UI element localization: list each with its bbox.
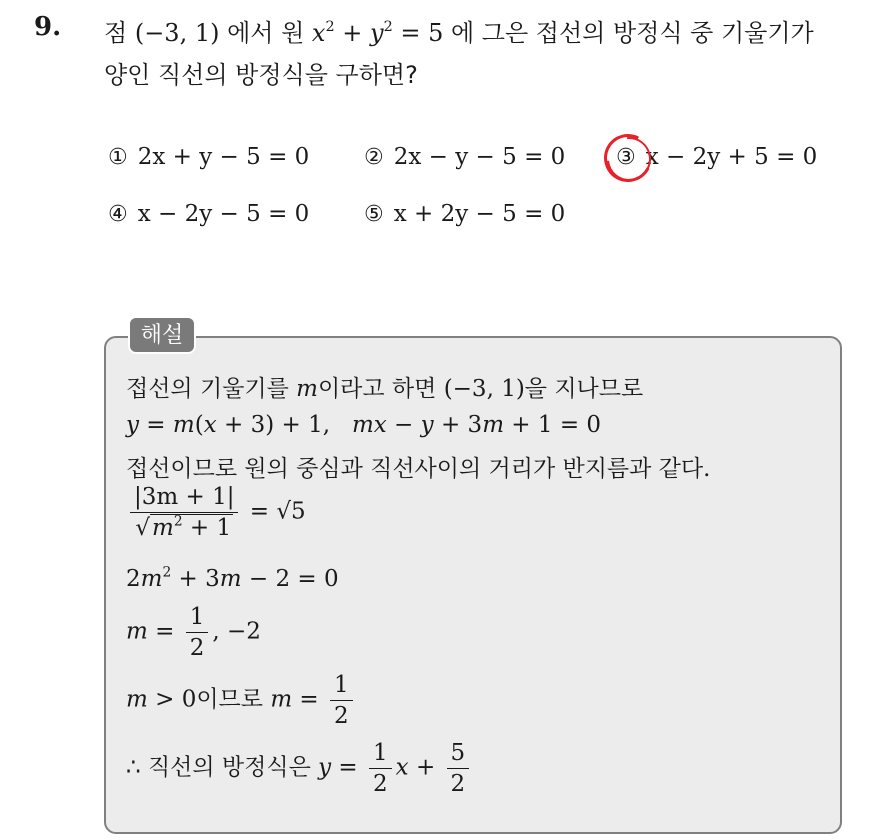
question-number: 9. xyxy=(34,12,62,42)
choice-4[interactable] xyxy=(108,201,309,227)
solution-line-1-b: 이라고 하면 xyxy=(317,376,444,402)
choice-1-text: 2x + y − 5 = 0 xyxy=(137,144,310,170)
question-line1-pre: 점 xyxy=(104,19,135,47)
choice-5-text: x + 2y − 5 = 0 xyxy=(393,201,566,227)
solution-line-1-c: 을 지나므로 xyxy=(524,376,644,402)
solution-line-2: y = m(x + 3) + 1, mx − y + 3m + 1 = 0 xyxy=(126,412,602,438)
circle-equation: $x^2 + y^2 = 5$ xyxy=(311,18,444,47)
choice-5[interactable] xyxy=(364,201,565,227)
question-line2: 양인 직선의 방정식을 구하면? xyxy=(104,61,418,89)
question-line1-post: 에 그은 접선의 방정식 중 기울기가 xyxy=(443,19,814,47)
solution-line-1-a: 접선의 기울기를 xyxy=(126,376,297,402)
solution-tag: 해설 xyxy=(128,316,196,354)
choice-1-mark: ① xyxy=(108,145,128,170)
choice-1[interactable] xyxy=(108,144,309,170)
solution-line-8-ko: 직선의 방정식은 xyxy=(147,754,311,781)
solution-line-7-ko: 이므로 xyxy=(196,686,263,713)
choice-2[interactable] xyxy=(364,144,565,170)
distance-numerator: |3m + 1| xyxy=(134,484,235,510)
solution-line-4 xyxy=(126,484,306,541)
solution-line-6: m = $\frac{1}{2}$ , −2 xyxy=(126,604,261,661)
choice-5-mark: ⑤ xyxy=(364,202,384,227)
choice-2-text: 2x − y − 5 = 0 xyxy=(393,144,566,170)
choice-3-mark: ③ xyxy=(616,145,636,170)
distance-denominator: $√m^2 + 1$ xyxy=(130,512,238,541)
answer-circle-mark-stroke xyxy=(598,128,660,190)
solution-line-6-tail: , −2 xyxy=(212,618,261,645)
question-line1-mid: 에서 원 xyxy=(219,19,312,47)
distance-rhs: = √5 xyxy=(249,498,306,525)
solution-line-1: 접선의 기울기를 m이라고 하면 (−3, 1)을 지나므로 xyxy=(126,376,644,402)
choice-2-mark: ② xyxy=(364,145,384,170)
question-point: (−3, 1) xyxy=(134,19,220,47)
question-text xyxy=(104,12,874,96)
solution-line-3: 접선이므로 원의 중심과 직선사이의 거리가 반지름과 같다. xyxy=(126,456,711,482)
distance-fraction xyxy=(130,484,238,541)
choice-4-mark: ④ xyxy=(108,202,128,227)
solution-line-8: ∴ 직선의 방정식은 y = $\frac{1}{2}$ x + $\frac{5}{2}$ xyxy=(126,740,473,797)
choice-4-text: x − 2y − 5 = 0 xyxy=(137,201,310,227)
choice-3-text: x − 2y + 5 = 0 xyxy=(645,144,818,170)
solution-line-5: $2m^2 + 3m - 2 = 0$ xyxy=(126,564,339,592)
solution-line-1-point: (−3, 1) xyxy=(443,376,525,402)
solution-line-7: m > 0이므로 m = $\frac{1}{2}$ xyxy=(126,672,357,729)
